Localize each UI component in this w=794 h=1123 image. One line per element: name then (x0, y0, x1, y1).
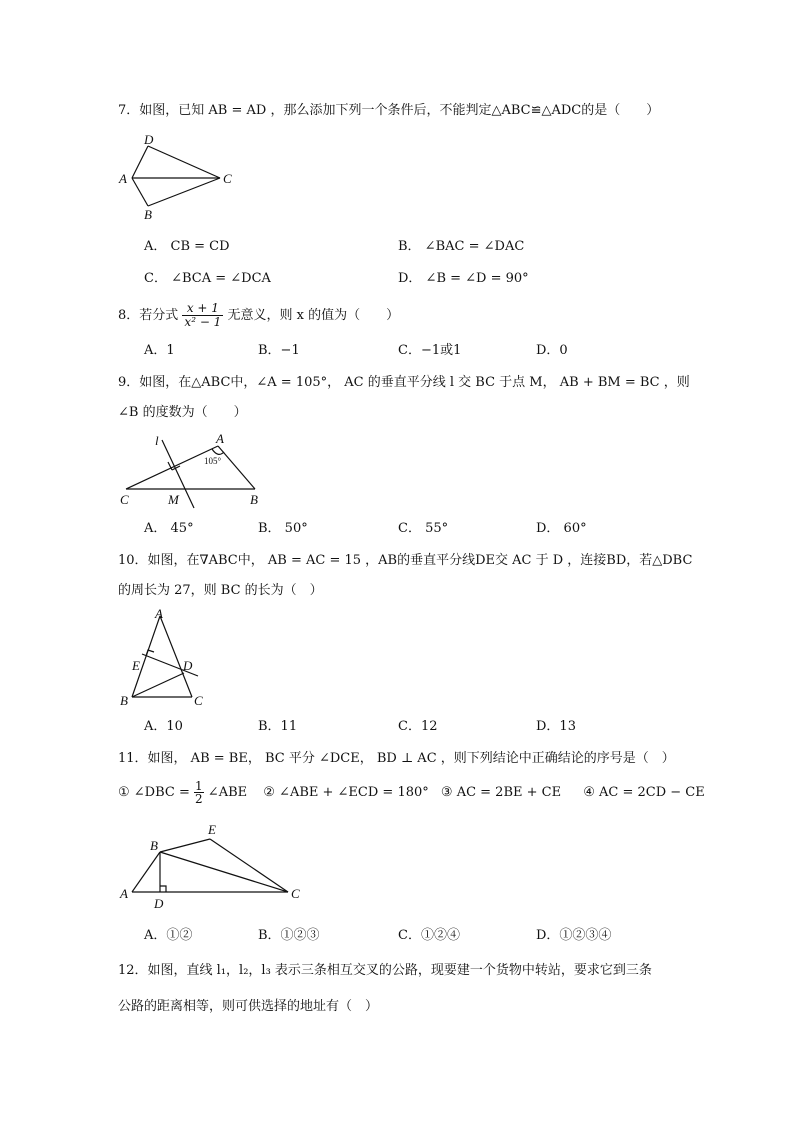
q8-stem (118, 302, 399, 330)
q10-option-d: D．13 (536, 719, 576, 734)
q8-stem-prefix: 8．若分式 (118, 308, 179, 323)
q8-option-d: D．0 (536, 343, 568, 358)
q11-c1-fraction (194, 780, 204, 805)
q7-label-d: D (144, 132, 154, 147)
q11-c4: ④ AC = 2CD − CE (583, 785, 705, 800)
q11-stem: 11．如图， AB = BE， BC 平分 ∠DCE， BD ⊥ AC ，则下列结论中正确结论的序号是（ ） (118, 751, 675, 766)
q7-label-b: B (144, 207, 152, 222)
q9-line1: 9．如图，在△ABC中，∠A = 105°， AC 的垂直平分线 l 交 BC 于点 M， AB + BM = BC ，则 (118, 375, 690, 390)
q11-c1-prefix: ① ∠DBC = (118, 785, 190, 800)
q9-option-b: B． 50° (258, 521, 308, 536)
q7-label-c: C (223, 171, 232, 186)
q7-figure (110, 130, 250, 225)
q11-seg-ab (132, 852, 160, 892)
q11-right-angle (160, 886, 166, 892)
q12-line2: 公路的距离相等，则可供选择的地址有（ ） (118, 999, 379, 1014)
q7-option-b: B． ∠BAC = ∠DAC (398, 239, 525, 254)
q10-option-b: B．11 (258, 719, 298, 734)
q10-label-d: D (183, 658, 193, 673)
q10-seg-ac (160, 616, 192, 697)
q11-option-a: A．①② (144, 928, 193, 943)
q11-option-d: D．①②③④ (536, 928, 612, 943)
q11-seg-ec (210, 839, 288, 892)
q8-stem-suffix: 无意义，则 x 的值为（ ） (227, 308, 400, 323)
q9-figure (112, 428, 272, 513)
q8-frac-numerator: x + 1 (182, 302, 223, 316)
q11-c1-suffix: ∠ABE (207, 785, 248, 800)
q10-label-a: A (155, 606, 163, 621)
q11-c1-denominator: 2 (195, 792, 203, 806)
q9-line2: ∠B 的度数为（ ） (118, 405, 247, 420)
q12-line1: 12．如图，直线 l₁，l₂，l₃ 表示三条相互交叉的公路，现要建一个货物中转站，要求它到三条 (118, 963, 652, 978)
q11-label-a: A (120, 886, 128, 901)
q8-frac-denominator: x² − 1 (184, 315, 222, 329)
q9-option-d: D． 60° (536, 521, 587, 536)
q11-option-c: C．①②④ (398, 928, 460, 943)
q7-seg-ad (132, 146, 148, 178)
q11-label-d: D (154, 896, 164, 911)
q11-c2: ② ∠ABE + ∠ECD = 180° (263, 785, 429, 800)
q7-seg-dc (148, 146, 220, 178)
q9-label-m: M (168, 492, 179, 507)
q7-seg-bc (148, 178, 220, 206)
q11-seg-be (160, 839, 210, 852)
q7-option-d: D． ∠B = ∠D = 90° (398, 271, 529, 286)
q9-label-a: A (216, 431, 224, 446)
q10-right-angle (146, 650, 154, 656)
q10-label-c: C (194, 693, 203, 708)
q7-option-c: C． ∠BCA = ∠DCA (144, 271, 271, 286)
q10-option-c: C．12 (398, 719, 438, 734)
q7-option-a: A． CB = CD (144, 239, 230, 254)
q9-option-a: A． 45° (144, 521, 194, 536)
q10-seg-bd (132, 673, 184, 697)
q11-c1-numerator: 1 (195, 779, 203, 793)
q10-label-e: E (132, 658, 140, 673)
q11-figure (112, 816, 322, 916)
q11-c3: ③ AC = 2BE + CE (440, 785, 562, 800)
q9-label-angle: 105° (204, 456, 222, 466)
q7-label-a: A (119, 171, 127, 186)
q9-label-l: l (155, 433, 159, 448)
q10-seg-ab (132, 616, 160, 697)
q10-option-a: A．10 (144, 719, 183, 734)
q11-label-c: C (291, 886, 300, 901)
q9-label-c: C (120, 492, 129, 507)
q11-label-b: B (150, 838, 158, 853)
q11-option-b: B．①②③ (258, 928, 320, 943)
q10-figure (112, 606, 232, 711)
q9-seg-ca (126, 446, 218, 489)
q7-seg-ab (132, 178, 148, 206)
q8-option-b: B．−1 (258, 343, 300, 358)
q7-stem: 7．如图，已知 AB = AD ，那么添加下列一个条件后，不能判定△ABC≌△ADC的是（ ） (118, 103, 660, 118)
q8-option-c: C．−1或1 (398, 343, 462, 358)
q11-conclusions (118, 780, 705, 806)
q10-line1: 10．如图，在∇ABC中， AB = AC = 15 ，AB的垂直平分线DE交 AC 于 D ，连接BD，若△DBC (118, 553, 693, 568)
q9-option-c: C． 55° (398, 521, 449, 536)
q10-label-b: B (120, 693, 128, 708)
q11-seg-bc (160, 852, 288, 892)
q11-label-e: E (208, 822, 216, 837)
q9-label-b: B (250, 492, 258, 507)
q8-option-a: A．1 (144, 343, 175, 358)
q10-line2: 的周长为 27，则 BC 的长为（ ） (118, 583, 323, 598)
q8-fraction (182, 302, 223, 329)
